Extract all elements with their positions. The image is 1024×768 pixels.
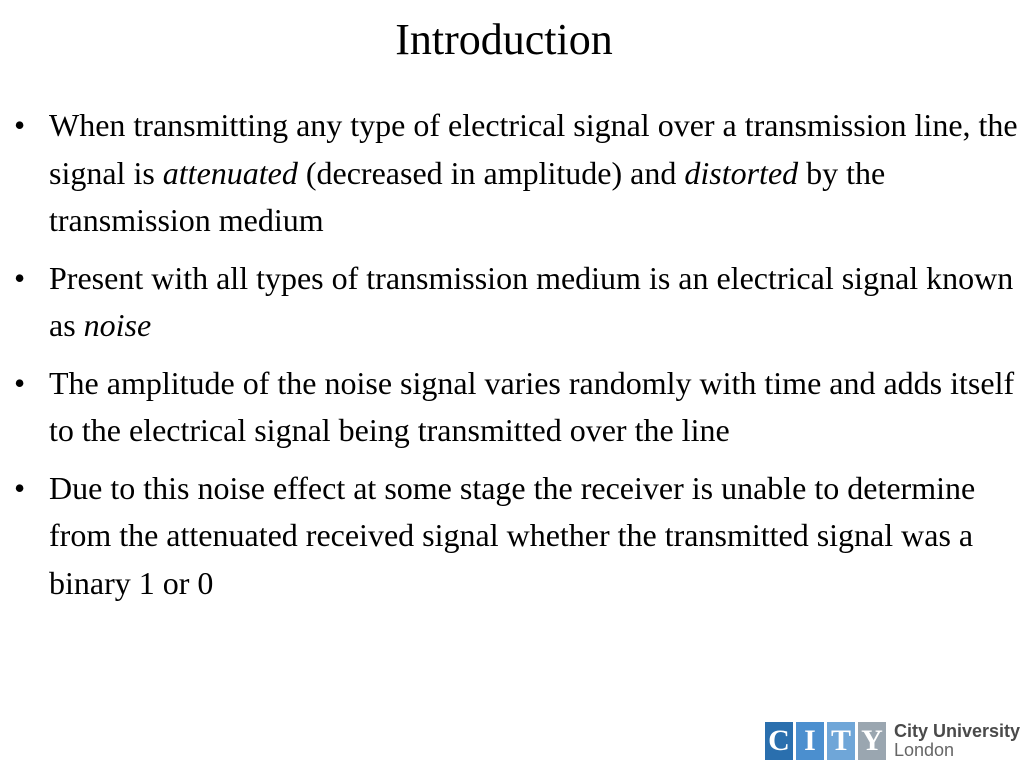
bullet-item: [14, 102, 1018, 245]
text-run: The amplitude of the noise signal varies randomly with time and adds itself to the electrical signal being transmitted over the line: [49, 364, 1015, 448]
bullet-list: [14, 102, 1018, 617]
logo-letter-y: Y: [858, 722, 886, 760]
bullet-text: [49, 465, 1018, 608]
bullet-icon: •: [14, 107, 26, 143]
logo-letter-t: T: [827, 722, 855, 760]
emphasis-distorted: distorted: [684, 154, 799, 191]
text-run: When transmitting any type of electrical signal over a transmission line, the signal is: [49, 107, 1018, 191]
logo-name-line2: London: [893, 740, 955, 760]
text-run: Present with all types of transmission medium is an electrical signal known as: [49, 259, 1014, 343]
emphasis-noise: noise: [83, 307, 152, 343]
logo-letter-blocks: [765, 722, 886, 760]
slide-title: Introduction: [395, 15, 613, 64]
bullet-icon: •: [14, 259, 26, 296]
logo-letter-c: C: [765, 722, 793, 760]
bullet-icon: •: [14, 364, 26, 401]
bullet-icon: •: [14, 469, 26, 506]
emphasis-attenuated: attenuated: [162, 154, 298, 191]
bullet-item: [14, 255, 1018, 350]
logo-name-line1: City University: [893, 721, 1020, 741]
text-run: Due to this noise effect at some stage the receiver is unable to determine from the attenuated received signal whether the transmitted signal was a binary 1 or 0: [49, 469, 976, 601]
bullet-text: [49, 102, 1018, 245]
bullet-item: [14, 465, 1018, 608]
logo-letter-i: I: [796, 722, 824, 760]
bullet-text: [49, 360, 1018, 455]
text-run: by the transmission medium: [49, 154, 886, 238]
logo-wordmark: [894, 722, 1020, 760]
city-university-logo: [765, 722, 1020, 760]
bullet-item: [14, 360, 1018, 455]
text-run: (decreased in amplitude) and: [297, 154, 685, 191]
bullet-text: [49, 255, 1018, 350]
